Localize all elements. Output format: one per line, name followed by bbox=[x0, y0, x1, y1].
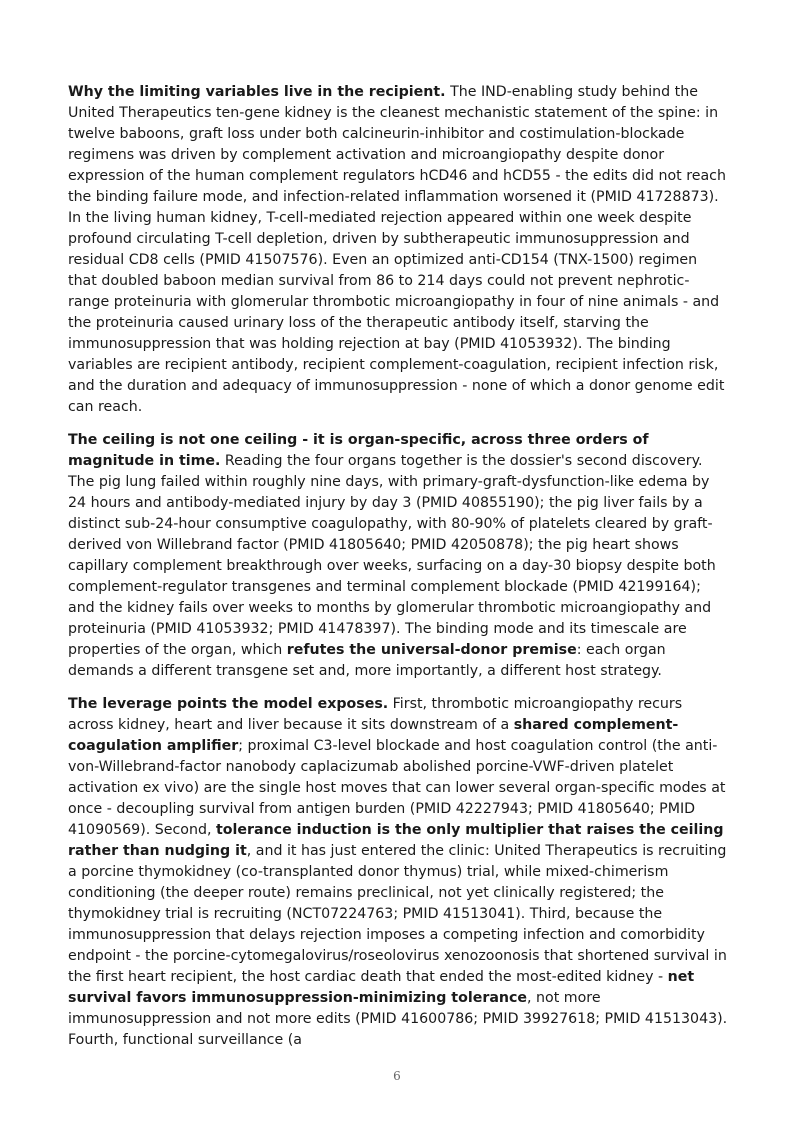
paragraph-heading: The leverage points the model exposes. bbox=[68, 696, 389, 712]
paragraph-text: , not more immunosuppression and not more edits (PMID 41600786; PMID 39927618; PMID 41513043). Fourth, functional surveillance (a bbox=[68, 990, 728, 1048]
emphasis-text: refutes the universal-donor premise bbox=[286, 642, 577, 658]
page-number: 6 bbox=[393, 1069, 401, 1083]
paragraph-text: ; proximal C3-level blockade and host coagulation control (the anti-von-Willebrand-factor nanobody caplacizumab abolished porcine-VWF-driven platelet activation ex vivo) are the single host moves that can lower several organ-specific modes at once - decoupling survival from antigen burden (PMID 42227943; PMID 41805640; PMID 41090569). Second, bbox=[68, 738, 726, 838]
paragraph-text: : each organ demands a different transgene set and, more importantly, a different host strategy. bbox=[68, 642, 666, 679]
paragraph-text: Reading the four organs together is the dossier's second discovery. The pig lung failed within roughly nine days, with primary-graft-dysfunction-like edema by 24 hours and antibody-mediated injury by day 3 (PMID 40855190); the pig liver fails by a distinct sub-24-hour consumptive coagulopathy, with 80-90% of platelets cleared by graft-derived von Willebrand factor (PMID 41805640; PMID 42050878); the pig heart shows capillary complement breakthrough over weeks, surfacing on a day-30 biopsy despite both complement-regulator transgenes and terminal complement blockade (PMID 42199164); and the kidney fails over weeks to months by glomerular thrombotic microangiopathy and proteinuria (PMID 41053932; PMID 41478397). The binding mode and its timescale are properties of the organ, which bbox=[68, 453, 716, 658]
emphasis-text: net survival favors immunosuppression-minimizing tolerance bbox=[68, 969, 695, 1006]
paragraph-text: First, thrombotic microangiopathy recurs across kidney, heart and liver because it sits downstream of a bbox=[68, 696, 683, 733]
emphasis-text: tolerance induction is the only multiplier that raises the ceiling rather than nudging it bbox=[68, 822, 724, 859]
document-body bbox=[68, 82, 728, 1063]
paragraph-recipient-variables bbox=[68, 82, 728, 418]
paragraph-organ-specific-ceiling bbox=[68, 430, 728, 682]
paragraph-heading: Why the limiting variables live in the recipient. bbox=[68, 84, 446, 100]
paragraph-text: The IND-enabling study behind the United Therapeutics ten-gene kidney is the cleanest mechanistic statement of the spine: in twelve baboons, graft loss under both calcineurin-inhibitor and costimulation-blockade regimens was driven by complement activation and microangiopathy despite donor expression of the human complement regulators hCD46 and hCD55 - the edits did not reach the binding failure mode, and infection-related inflammation worsened it (PMID 41728873). In the living human kidney, T-cell-mediated rejection appeared within one week despite profound circulating T-cell depletion, driven by subtherapeutic immunosuppression and residual CD8 cells (PMID 41507576). Even an optimized anti-CD154 (TNX-1500) regimen that doubled baboon median survival from 86 to 214 days could not prevent nephrotic-range proteinuria with glomerular thrombotic microangiopathy in four of nine animals - and the proteinuria caused urinary loss of the therapeutic antibody itself, starving the immunosuppression that was holding rejection at bay (PMID 41053932). The binding variables are recipient antibody, recipient complement-coagulation, recipient infection risk, and the duration and adequacy of immunosuppression - none of which a donor genome edit can reach. bbox=[68, 84, 726, 415]
paragraph-leverage-points bbox=[68, 694, 728, 1051]
paragraph-text: , and it has just entered the clinic: United Therapeutics is recruiting a porcine thymokidney (co-transplanted donor thymus) trial, while mixed-chimerism conditioning (the deeper route) remains preclinical, not yet clinically registered; the thymokidney trial is recruiting (NCT07224763; PMID 41513041). Third, because the immunosuppression that delays rejection imposes a competing infection and comorbidity endpoint - the porcine-cytomegalovirus/roseolovirus xenozoonosis that shortened survival in the first heart recipient, the host cardiac death that ended the most-edited kidney - bbox=[68, 843, 727, 985]
emphasis-text: shared complement-coagulation amplifier bbox=[68, 717, 679, 754]
paragraph-heading: The ceiling is not one ceiling - it is organ-specific, across three orders of magnitude in time. bbox=[68, 432, 649, 469]
